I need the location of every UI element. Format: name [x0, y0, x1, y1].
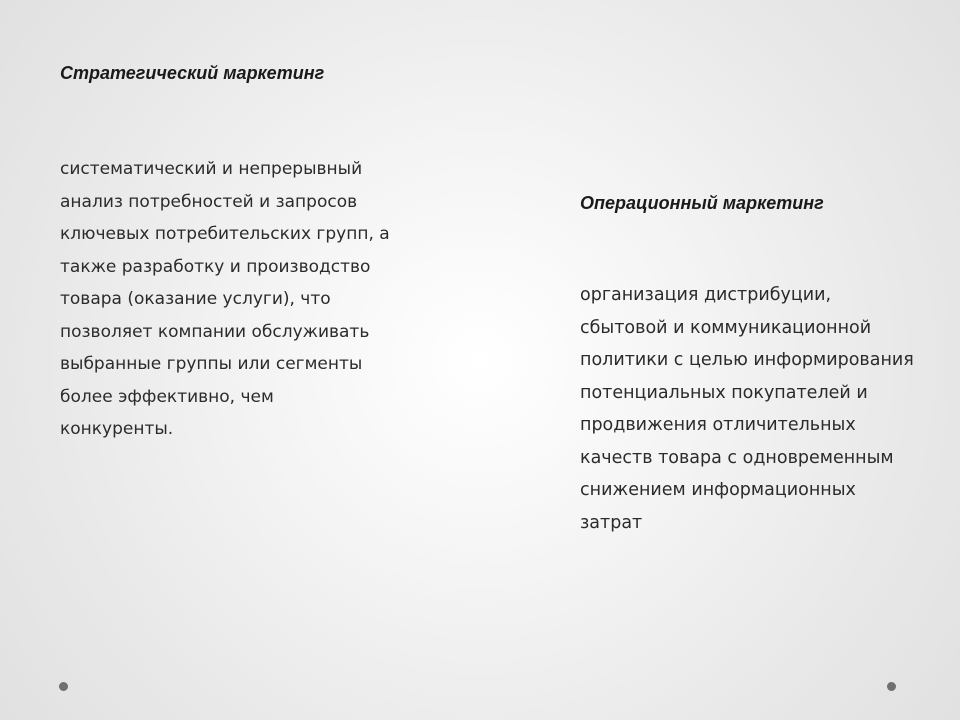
operational-marketing-heading: Операционный маркетинг — [580, 193, 824, 213]
strategic-marketing-definition: систематический и непрерывный анализ потребностей и запросов ключевых потребительских групп, а также разработку и производство товара (оказание услуги), что позволяет компании обслуживать выбранные группы или сегменты более эффективно, чем конкуренты. — [60, 159, 390, 439]
operational-marketing-block — [580, 190, 920, 539]
strategic-marketing-heading: Стратегический маркетинг — [60, 63, 325, 83]
decorative-dot-left — [59, 682, 68, 691]
strategic-marketing-block — [60, 60, 390, 446]
operational-marketing-definition: организация дистрибуции, сбытовой и коммуникационной политики с целью информирования потенциальных покупателей и продвижения отличительных качеств товара с одновременным снижением информационных затрат — [580, 285, 914, 533]
decorative-dot-right — [887, 682, 896, 691]
